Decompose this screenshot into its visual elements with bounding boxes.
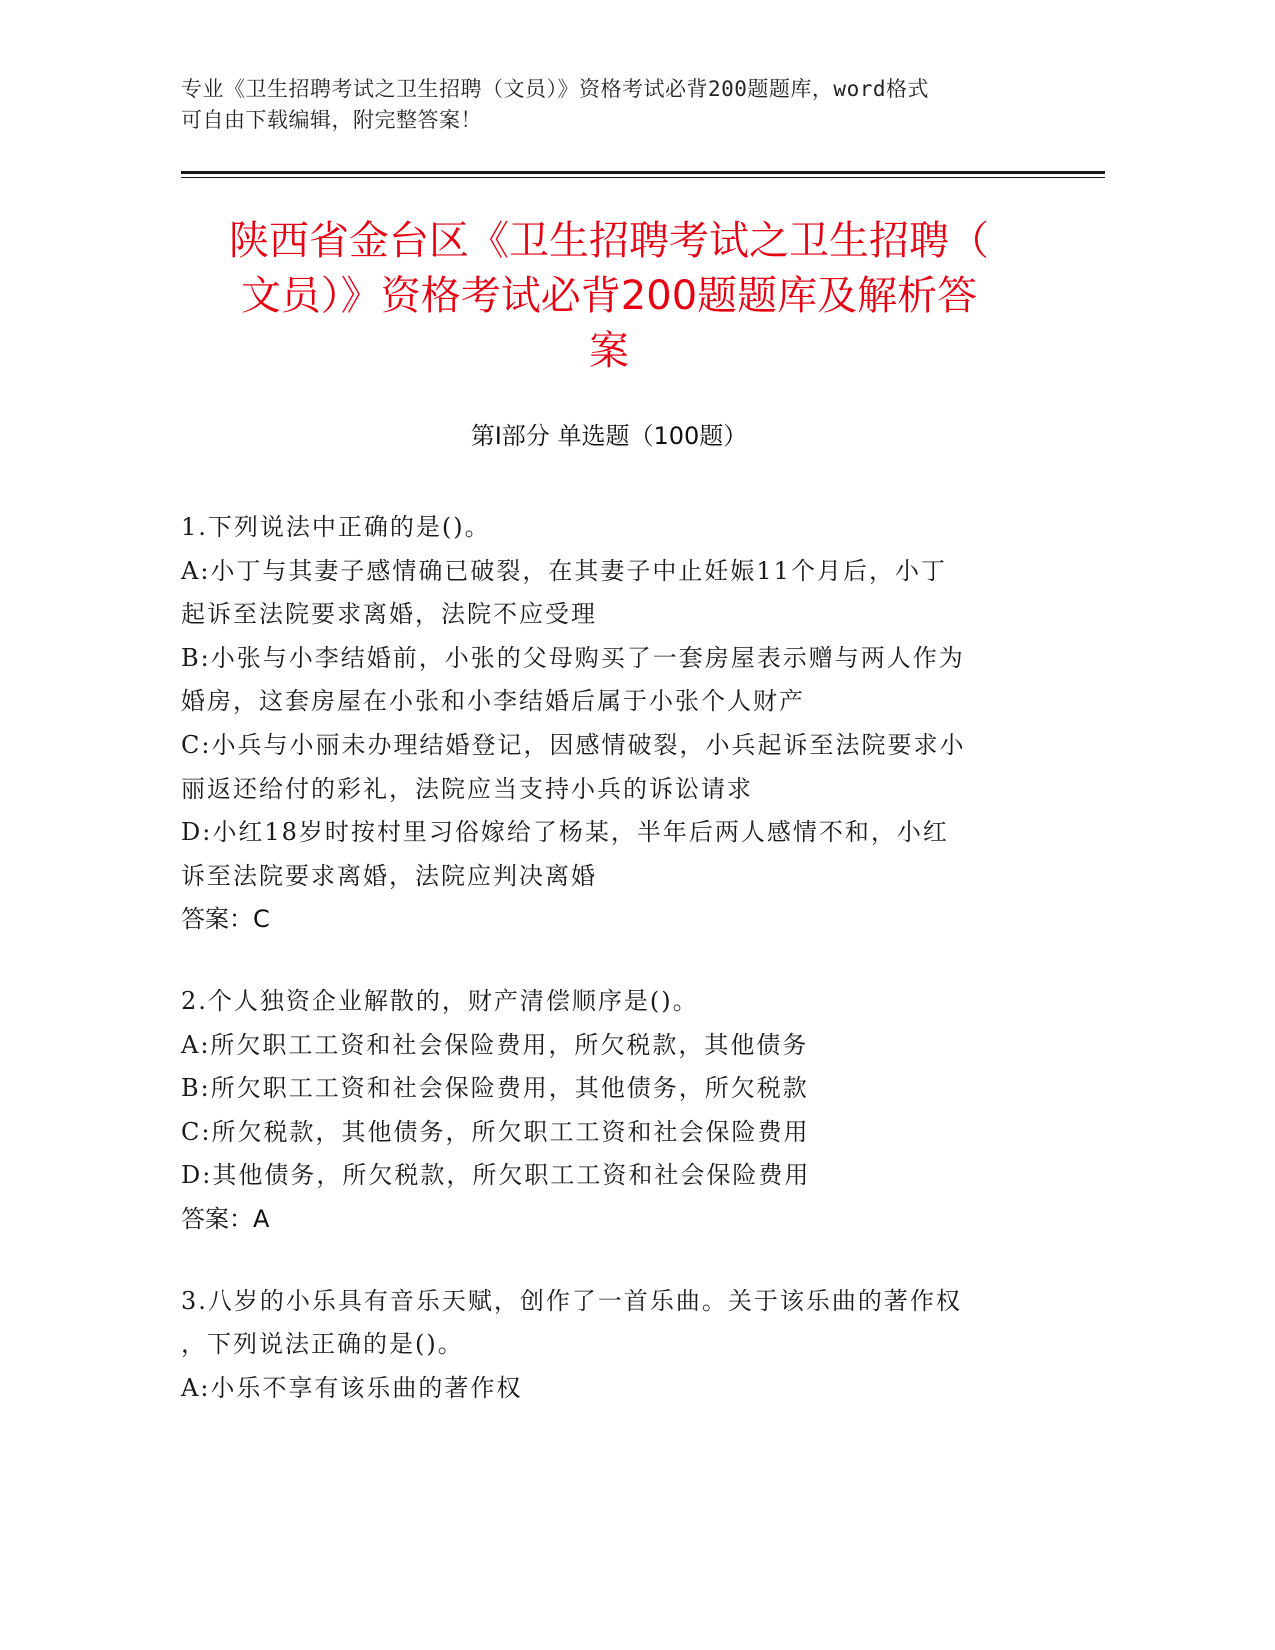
- option-a: A:所欠职工工资和社会保险费用，所欠税款，其他债务: [181, 1030, 809, 1059]
- option-d: D:小红18岁时按村里习俗嫁给了杨某，半年后两人感情不和，小红: [181, 818, 949, 847]
- question-list: [181, 506, 1041, 1448]
- option-b: B:所欠职工工资和社会保险费用，其他债务，所欠税款: [181, 1074, 809, 1103]
- question-1: [181, 506, 1041, 942]
- question-2: [181, 980, 1041, 1242]
- option-a: A:小丁与其妻子感情确已破裂，在其妻子中止妊娠11个月后，小丁: [181, 556, 947, 585]
- option-b: B:小张与小李结婚前，小张的父母购买了一套房屋表示赠与两人作为: [181, 643, 965, 672]
- document-title: [181, 214, 1037, 379]
- question-stem: 1.下列说法中正确的是()。: [181, 513, 491, 541]
- answer: 答案：C: [181, 905, 270, 934]
- question-stem: 2.个人独资企业解散的，财产清偿顺序是()。: [181, 986, 699, 1015]
- option-d-cont: 诉至法院要求离婚，法院应判决离婚: [181, 861, 597, 890]
- title-line: 陕西省金台区《卫生招聘考试之卫生招聘（: [229, 218, 989, 264]
- title-line: 文员）》资格考试必背200题题库及解析答: [240, 273, 978, 319]
- intro-text: [181, 74, 1041, 136]
- question-3: [181, 1280, 1041, 1411]
- option-c: C:小兵与小丽未办理结婚登记，因感情破裂，小兵起诉至法院要求小: [181, 730, 966, 759]
- header-rule-thin: [181, 177, 1105, 178]
- intro-line: 专业《卫生招聘考试之卫生招聘（文员）》资格考试必背200题题库，word格式: [181, 77, 929, 101]
- option-a: A:小乐不享有该乐曲的著作权: [181, 1373, 523, 1402]
- option-b-cont: 婚房，这套房屋在小张和小李结婚后属于小张个人财产: [181, 687, 805, 716]
- title-line: 案: [589, 328, 629, 374]
- answer: 答案：A: [181, 1204, 270, 1233]
- question-stem-cont: ，下列说法正确的是()。: [181, 1330, 464, 1359]
- header-rule-thick: [181, 171, 1105, 174]
- question-stem: 3.八岁的小乐具有音乐天赋，创作了一首乐曲。关于该乐曲的著作权: [181, 1286, 962, 1315]
- option-a-cont: 起诉至法院要求离婚，法院不应受理: [181, 600, 597, 629]
- intro-line: 可自由下载编辑，附完整答案！: [181, 108, 482, 132]
- section-heading: 第Ⅰ部分 单选题（100题）: [470, 422, 748, 450]
- option-c: C:所欠税款，其他债务，所欠职工工资和社会保险费用: [181, 1117, 810, 1146]
- option-c-cont: 丽返还给付的彩礼，法院应当支持小兵的诉讼请求: [181, 774, 753, 803]
- option-d: D:其他债务，所欠税款，所欠职工工资和社会保险费用: [181, 1161, 811, 1190]
